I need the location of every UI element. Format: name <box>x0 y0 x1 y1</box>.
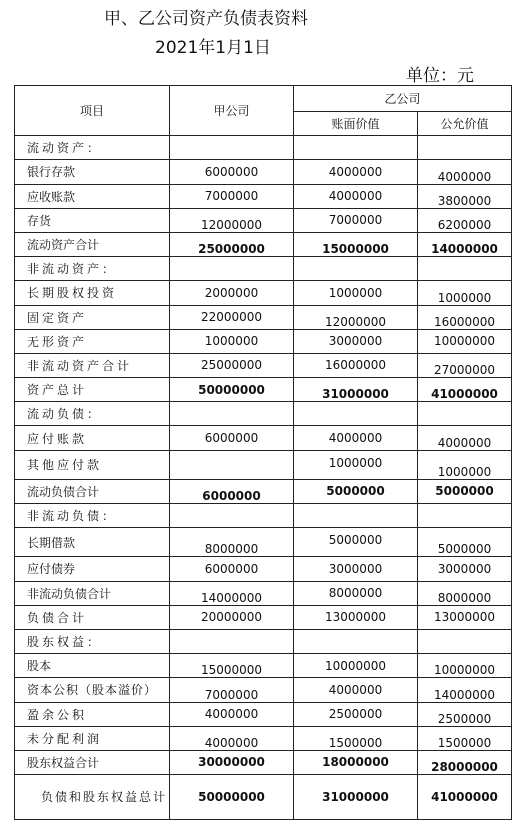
cell-company-a: 25000000 <box>170 232 294 256</box>
cell-company-a: 12000000 <box>170 208 294 232</box>
row-label: 应付债券 <box>15 557 170 581</box>
row-label: 股本 <box>15 654 170 678</box>
row-label: 无形资产 <box>15 329 170 353</box>
cell-fair-value: 1000000 <box>418 450 512 479</box>
cell-book-value: 18000000 <box>294 750 418 774</box>
cell-fair-value <box>418 257 512 281</box>
cell-book-value: 10000000 <box>294 654 418 678</box>
cell-company-a: 2000000 <box>170 281 294 305</box>
cell-book-value <box>294 504 418 528</box>
cell-company-a: 6000000 <box>170 479 294 503</box>
unit-label: 单位：元 <box>406 66 474 86</box>
table-row <box>15 208 512 232</box>
cell-fair-value: 5000000 <box>418 528 512 557</box>
cell-company-a <box>170 136 294 160</box>
header-company-b: 乙公司 <box>294 86 512 112</box>
cell-fair-value: 4000000 <box>418 426 512 450</box>
cell-company-a: 20000000 <box>170 605 294 629</box>
cell-company-a <box>170 629 294 653</box>
cell-fair-value: 16000000 <box>418 305 512 329</box>
cell-fair-value: 28000000 <box>418 750 512 774</box>
header-item: 项目 <box>15 86 170 136</box>
table-row <box>15 353 512 377</box>
cell-fair-value <box>418 136 512 160</box>
cell-book-value: 3000000 <box>294 329 418 353</box>
cell-book-value: 31000000 <box>294 378 418 402</box>
table-row <box>15 450 512 479</box>
row-label: 流动资产合计 <box>15 232 170 256</box>
row-label: 银行存款 <box>15 160 170 184</box>
header-book-value: 账面价值 <box>294 112 418 136</box>
table-row <box>15 232 512 256</box>
row-label: 负债和股东权益总计 <box>15 775 170 820</box>
cell-fair-value: 6200000 <box>418 208 512 232</box>
cell-book-value: 31000000 <box>294 775 418 820</box>
balance-sheet-table <box>14 85 512 820</box>
cell-company-a: 50000000 <box>170 378 294 402</box>
cell-company-a: 6000000 <box>170 557 294 581</box>
cell-fair-value: 1500000 <box>418 726 512 750</box>
cell-fair-value: 2500000 <box>418 702 512 726</box>
row-label: 股东权益合计 <box>15 750 170 774</box>
cell-book-value <box>294 136 418 160</box>
cell-company-a: 8000000 <box>170 528 294 557</box>
row-label: 流动负债合计 <box>15 479 170 503</box>
cell-book-value <box>294 402 418 426</box>
table-row <box>15 629 512 653</box>
table-row <box>15 305 512 329</box>
cell-fair-value: 8000000 <box>418 581 512 605</box>
header-company-a: 甲公司 <box>170 86 294 136</box>
cell-fair-value: 1000000 <box>418 281 512 305</box>
cell-company-a: 50000000 <box>170 775 294 820</box>
table-row <box>15 160 512 184</box>
cell-fair-value: 41000000 <box>418 775 512 820</box>
cell-fair-value: 14000000 <box>418 678 512 702</box>
cell-book-value: 1500000 <box>294 726 418 750</box>
cell-book-value <box>294 629 418 653</box>
table-row <box>15 504 512 528</box>
cell-fair-value: 41000000 <box>418 378 512 402</box>
cell-company-a: 4000000 <box>170 726 294 750</box>
cell-company-a: 14000000 <box>170 581 294 605</box>
row-label: 固定资产 <box>15 305 170 329</box>
cell-book-value: 4000000 <box>294 678 418 702</box>
row-label: 流动资产： <box>15 136 170 160</box>
row-label: 未分配利润 <box>15 726 170 750</box>
row-label: 股东权益： <box>15 629 170 653</box>
table-row <box>15 581 512 605</box>
cell-company-a: 25000000 <box>170 353 294 377</box>
table-row <box>15 329 512 353</box>
cell-fair-value <box>418 402 512 426</box>
cell-company-a: 7000000 <box>170 678 294 702</box>
cell-book-value: 13000000 <box>294 605 418 629</box>
row-label: 非流动负债： <box>15 504 170 528</box>
table-row <box>15 378 512 402</box>
cell-book-value: 8000000 <box>294 581 418 605</box>
cell-book-value: 1000000 <box>294 281 418 305</box>
cell-book-value: 7000000 <box>294 208 418 232</box>
row-label: 长期借款 <box>15 528 170 557</box>
cell-fair-value: 5000000 <box>418 479 512 503</box>
table-row <box>15 402 512 426</box>
table-row <box>15 528 512 557</box>
cell-fair-value <box>418 629 512 653</box>
row-label: 应收账款 <box>15 184 170 208</box>
table-row <box>15 702 512 726</box>
table-row <box>15 184 512 208</box>
cell-company-a: 15000000 <box>170 654 294 678</box>
cell-book-value: 4000000 <box>294 426 418 450</box>
row-label: 非流动负债合计 <box>15 581 170 605</box>
cell-company-a: 6000000 <box>170 160 294 184</box>
table-row <box>15 479 512 503</box>
cell-fair-value: 3000000 <box>418 557 512 581</box>
cell-fair-value <box>418 504 512 528</box>
cell-book-value: 5000000 <box>294 479 418 503</box>
cell-company-a <box>170 504 294 528</box>
document-date: 2021年1月1日 <box>155 38 271 58</box>
cell-company-a: 1000000 <box>170 329 294 353</box>
document-title: 甲、乙公司资产负债表资料 <box>104 9 308 29</box>
table-row <box>15 136 512 160</box>
cell-company-a: 4000000 <box>170 702 294 726</box>
cell-book-value: 15000000 <box>294 232 418 256</box>
row-label: 应付账款 <box>15 426 170 450</box>
cell-company-a: 30000000 <box>170 750 294 774</box>
table-row <box>15 775 512 820</box>
header-fair-value: 公允价值 <box>418 112 512 136</box>
cell-fair-value: 10000000 <box>418 329 512 353</box>
row-label: 资本公积（股本溢价） <box>15 678 170 702</box>
row-label: 其他应付款 <box>15 450 170 479</box>
table-row <box>15 678 512 702</box>
cell-book-value: 4000000 <box>294 160 418 184</box>
cell-book-value: 1000000 <box>294 450 418 479</box>
row-label: 非流动资产： <box>15 257 170 281</box>
cell-fair-value: 4000000 <box>418 160 512 184</box>
row-label: 长期股权投资 <box>15 281 170 305</box>
table-row <box>15 557 512 581</box>
cell-company-a <box>170 402 294 426</box>
cell-book-value: 16000000 <box>294 353 418 377</box>
table-row <box>15 281 512 305</box>
cell-book-value: 2500000 <box>294 702 418 726</box>
cell-book-value: 3000000 <box>294 557 418 581</box>
cell-book-value: 4000000 <box>294 184 418 208</box>
row-label: 盈余公积 <box>15 702 170 726</box>
table-row <box>15 257 512 281</box>
row-label: 负债合计 <box>15 605 170 629</box>
cell-company-a <box>170 257 294 281</box>
row-label: 非流动资产合计 <box>15 353 170 377</box>
row-label: 流动负债： <box>15 402 170 426</box>
cell-fair-value: 3800000 <box>418 184 512 208</box>
row-label: 存货 <box>15 208 170 232</box>
cell-company-a <box>170 450 294 479</box>
cell-fair-value: 10000000 <box>418 654 512 678</box>
table-row <box>15 426 512 450</box>
cell-book-value: 5000000 <box>294 528 418 557</box>
row-label: 资产总计 <box>15 378 170 402</box>
cell-fair-value: 14000000 <box>418 232 512 256</box>
cell-book-value <box>294 257 418 281</box>
cell-company-a: 7000000 <box>170 184 294 208</box>
table-row <box>15 750 512 774</box>
cell-fair-value: 13000000 <box>418 605 512 629</box>
cell-book-value: 12000000 <box>294 305 418 329</box>
cell-company-a: 22000000 <box>170 305 294 329</box>
table-row <box>15 654 512 678</box>
cell-company-a: 6000000 <box>170 426 294 450</box>
cell-fair-value: 27000000 <box>418 353 512 377</box>
table-row <box>15 605 512 629</box>
table-row <box>15 726 512 750</box>
